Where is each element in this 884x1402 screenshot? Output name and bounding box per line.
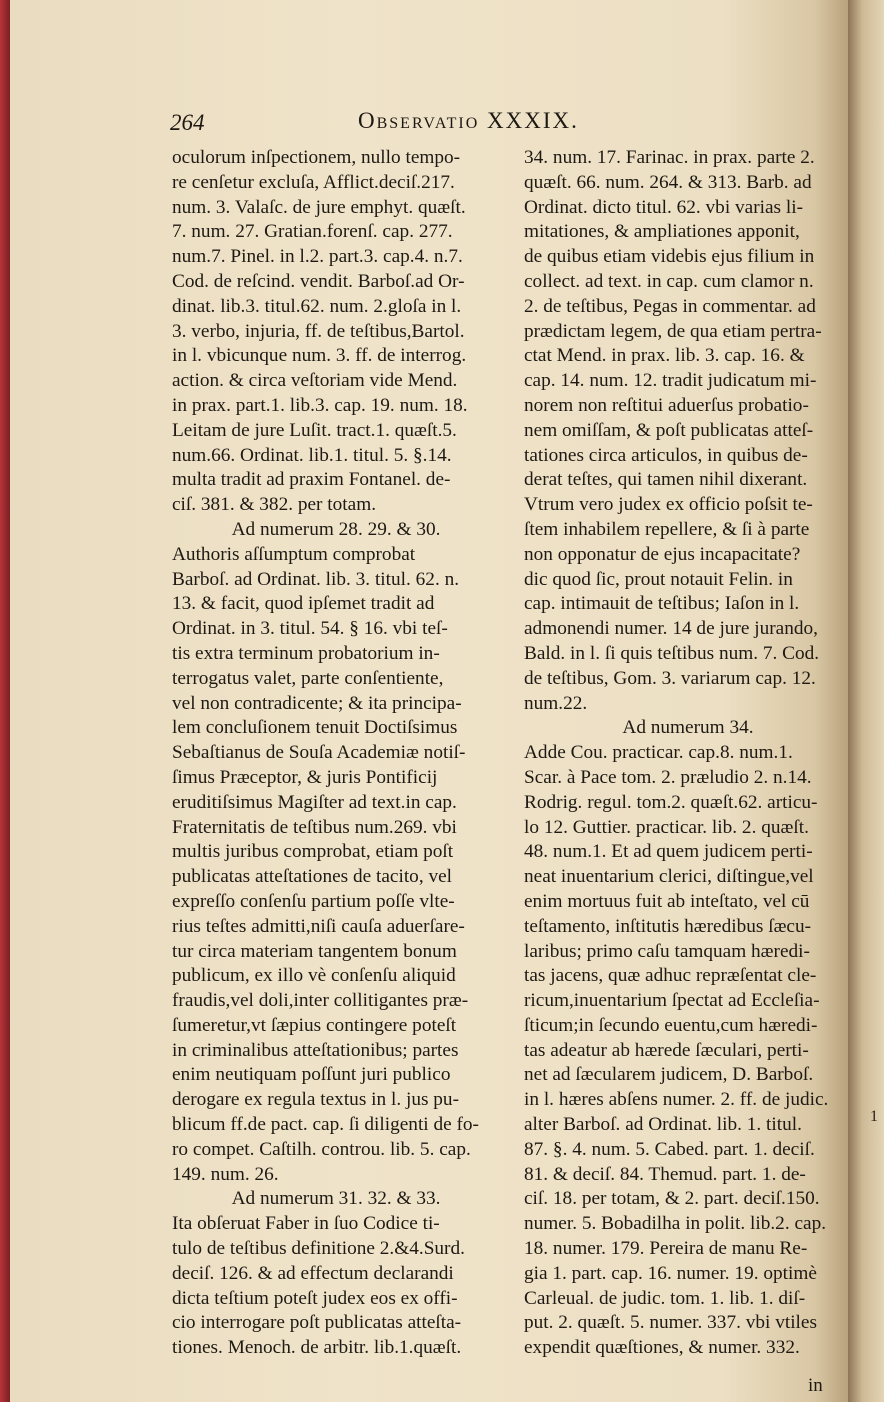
text-line: rius teſtes admitti,niſi cauſa aduerſare- <box>172 915 465 937</box>
text-line: publicatas atteſtationes de tacito, vel <box>172 866 453 888</box>
text-line: 87. §. 4. num. 5. Cabed. part. 1. deciſ. <box>524 1138 815 1160</box>
text-line: derogare ex regula textus in l. jus pu- <box>172 1089 459 1111</box>
text-line: in l. vbicunque num. 3. ff. de interrog. <box>172 345 467 367</box>
text-line: 3. verbo, injuria, ff. de teſtibus,Bartol. <box>172 320 465 342</box>
text-line: Ordinat. in 3. titul. 54. § 16. vbi teſ- <box>172 618 448 640</box>
text-line: net ad ſæcularem judicem, D. Barboſ. <box>524 1064 814 1086</box>
running-title: Observatio XXXIX. <box>358 108 579 133</box>
text-line: admonendi numer. 14 de jure jurando, <box>524 618 818 640</box>
text-line: expreſſo conſenſu partium poſſe vlte- <box>172 890 455 912</box>
text-line: Barboſ. ad Ordinat. lib. 3. titul. 62. n. <box>172 568 460 590</box>
section-heading: Ad numerum 31. 32. & 33. <box>231 1188 441 1210</box>
text-line: in criminalibus atteſtationibus; partes <box>172 1039 459 1061</box>
text-line: Ordinat. dicto titul. 62. vbi varias li- <box>524 196 803 218</box>
text-line: dicta teſtium poteſt judex eos ex offi- <box>172 1287 458 1309</box>
text-line: num.22. <box>524 692 588 714</box>
right-column <box>524 146 852 1361</box>
text-line: ciſ. 18. per totam, & 2. part. deciſ.150. <box>524 1188 820 1210</box>
text-line: Carleual. de judic. tom. 1. lib. 1. diſ- <box>524 1287 806 1309</box>
text-line: norem non reſtitui aduerſus probatio- <box>524 394 809 416</box>
text-line: quæſt. 66. num. 264. & 313. Barb. ad <box>524 171 812 193</box>
text-line: de quibus etiam videbis ejus filium in <box>524 246 815 268</box>
text-line: oculorum inſpectionem, nullo tempo- <box>172 147 461 168</box>
section-heading: Ad numerum 34. <box>622 717 754 739</box>
margin-mark: 1 <box>870 1108 878 1125</box>
text-line: 149. num. 26. <box>172 1163 279 1185</box>
page-header <box>162 108 682 142</box>
text-line: num.7. Pinel. in l.2. part.3. cap.4. n.7. <box>172 246 463 268</box>
text-line: action. & circa veſtoriam vide Mend. <box>172 370 458 392</box>
text-line: tur circa materiam tangentem bonum <box>172 940 457 962</box>
text-line: Bald. in l. ſi quis teſtibus num. 7. Cod. <box>524 642 820 664</box>
text-line: Cod. de reſcind. vendit. Barboſ.ad Or- <box>172 270 465 292</box>
text-line: non opponatur de ejus incapacitate? <box>524 543 801 565</box>
text-line: neat inuentarium clerici, diſtingue,vel <box>524 866 814 888</box>
text-line: Fraternitatis de teſtibus num.269. vbi <box>172 816 457 838</box>
next-page-edge <box>848 0 884 1402</box>
text-line: deciſ. 126. & ad effectum declarandi <box>172 1262 454 1284</box>
text-line: ricum,inuentarium ſpectat ad Eccleſia- <box>524 990 820 1012</box>
text-line: Adde Cou. practicar. cap.8. num.1. <box>524 742 793 764</box>
text-line: cap. intimauit de teſtibus; Iaſon in l. <box>524 593 800 615</box>
text-line: lem concluſionem tenuit Doctiſsimus <box>172 717 458 739</box>
text-line: Sebaſtianus de Souſa Academiæ notiſ- <box>172 742 466 764</box>
text-line: teſtamento, inſtitutis hæredibus ſæcu- <box>524 915 812 937</box>
text-line: ctat Mend. in prax. lib. 3. cap. 16. & <box>524 345 805 367</box>
text-line: ſticum;in ſecundo euentu,cum hæredi- <box>524 1014 818 1036</box>
text-line: tiones. Menoch. de arbitr. lib.1.quæſt. <box>172 1337 462 1359</box>
text-line: tis extra terminum probatorium in- <box>172 642 440 664</box>
text-line: de teſtibus, Gom. 3. variarum cap. 12. <box>524 667 816 689</box>
text-line: 2. de teſtibus, Pegas in commentar. ad <box>524 295 816 317</box>
text-line: put. 2. quæſt. 5. numer. 337. vbi vtiles <box>524 1312 817 1334</box>
text-line: Rodrig. regul. tom.2. quæſt.62. articu- <box>524 791 818 813</box>
text-line: ſtem inhabilem repellere, & ſi à parte <box>524 518 810 540</box>
text-line: Scar. à Pace tom. 2. præludio 2. n.14. <box>524 766 812 788</box>
text-line: num.66. Ordinat. lib.1. titul. 5. §.14. <box>172 444 452 466</box>
text-line: laribus; primo caſu tamquam hæredi- <box>524 940 810 962</box>
text-line: ſimus Præceptor, & juris Pontificij <box>172 766 438 788</box>
text-line: publicum, ex illo vè conſenſu aliquid <box>172 965 456 987</box>
text-line: tas adeatur ab hærede ſæculari, perti- <box>524 1039 809 1061</box>
text-line: ro compet. Caſtilh. controu. lib. 5. cap. <box>172 1138 471 1160</box>
text-line: mitationes, & ampliationes apponit, <box>524 221 800 243</box>
text-line: 13. & facit, quod ipſemet tradit ad <box>172 593 435 615</box>
text-line: eruditiſsimus Magiſter ad text.in cap. <box>172 791 457 813</box>
text-line: 48. num.1. Et ad quem judicem perti- <box>524 841 813 863</box>
text-line: num. 3. Valaſc. de jure emphyt. quæſt. <box>172 196 466 218</box>
text-line: dinat. lib.3. titul.62. num. 2.gloſa in l. <box>172 295 462 317</box>
text-line: dic quod ſic, prout notauit Felin. in <box>524 568 793 590</box>
text-line: 34. num. 17. Farinac. in prax. parte 2. <box>524 147 815 168</box>
text-line: ſumeretur,vt ſæpius contingere poteſt <box>172 1014 457 1036</box>
text-line: gia 1. part. cap. 16. numer. 19. optimè <box>524 1262 817 1284</box>
text-line: Authoris aſſumptum comprobat <box>172 543 416 565</box>
text-line: cio interrogare poſt publicatas atteſta- <box>172 1312 462 1334</box>
text-line: blicum ff.de pact. cap. ſi diligenti de fo- <box>172 1114 479 1136</box>
text-line: Ita obſeruat Faber in ſuo Codice ti- <box>172 1213 440 1235</box>
text-line: enim mortuus fuit ab inteſtato, vel cū <box>524 890 810 912</box>
text-line: 7. num. 27. Gratian.forenſ. cap. 277. <box>172 221 453 243</box>
text-line: 18. numer. 179. Pereira de manu Re- <box>524 1238 808 1260</box>
left-column <box>172 146 500 1361</box>
text-line: terrogatus valet, parte conſentiente, <box>172 667 444 689</box>
text-line: re cenſetur excluſa, Afflict.deciſ.217. <box>172 171 455 193</box>
text-line: prædictam legem, de qua etiam pertra- <box>524 320 822 342</box>
text-line: tulo de teſtibus definitione 2.&4.Surd. <box>172 1238 465 1260</box>
text-line: Leitam de jure Luſit. tract.1. quæſt.5. <box>172 419 457 441</box>
text-line: enim neutiquam poſſunt juri publico <box>172 1064 451 1086</box>
text-line: numer. 5. Bobadilha in polit. lib.2. cap. <box>524 1213 827 1235</box>
text-line: collect. ad text. in cap. cum clamor n. <box>524 270 814 292</box>
text-line: multis juribus comprobat, etiam poſt <box>172 841 454 863</box>
text-line: in l. hæres abſens numer. 2. ff. de judic. <box>524 1089 829 1111</box>
text-line: in prax. part.1. lib.3. cap. 19. num. 18. <box>172 394 468 416</box>
text-line: derat teſtes, qui tamen nihil dixerant. <box>524 469 808 491</box>
catchword: in <box>808 1375 823 1396</box>
section-heading: Ad numerum 28. 29. & 30. <box>231 518 441 540</box>
folio-number: 264 <box>170 110 205 135</box>
text-line: vel non contradicente; & ita principa- <box>172 692 462 714</box>
text-line: tationes circa articulos, in quibus de- <box>524 444 808 466</box>
text-line: 81. & deciſ. 84. Themud. part. 1. de- <box>524 1163 806 1185</box>
text-line: ciſ. 381. & 382. per totam. <box>172 494 377 516</box>
text-line: alter Barboſ. ad Ordinat. lib. 1. titul. <box>524 1114 802 1136</box>
text-line: expendit quæſtiones, & numer. 332. <box>524 1337 800 1359</box>
text-line: nem omiſſam, & poſt publicatas atteſ- <box>524 419 814 441</box>
text-line: Vtrum vero judex ex officio poſsit te- <box>524 494 813 516</box>
text-line: fraudis,vel doli,inter collitigantes præ- <box>172 990 469 1012</box>
text-line: lo 12. Guttier. practicar. lib. 2. quæſt. <box>524 816 809 838</box>
text-line: cap. 14. num. 12. tradit judicatum mi- <box>524 370 817 392</box>
text-line: multa tradit ad praxim Fontanel. de- <box>172 469 451 491</box>
text-line: tas jacens, quæ adhuc repræſentat cle- <box>524 965 817 987</box>
red-page-edge <box>0 0 10 1402</box>
